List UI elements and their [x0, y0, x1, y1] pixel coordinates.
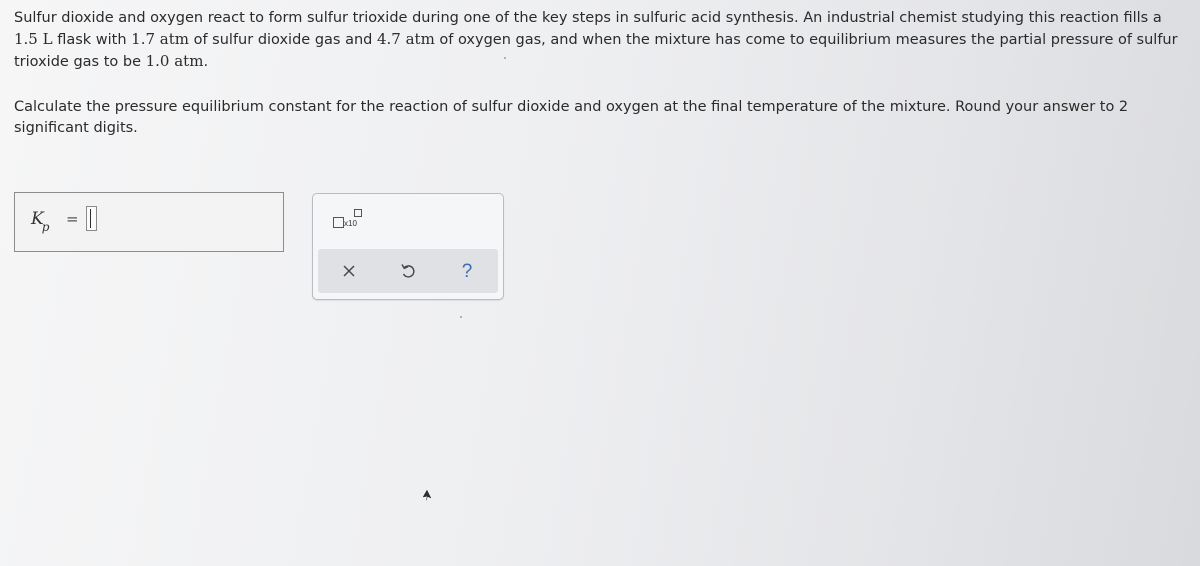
toolbox-action-row: [318, 249, 498, 293]
x-icon: [342, 264, 356, 278]
help-button[interactable]: [455, 259, 479, 283]
question-mark-icon: ?: [461, 260, 473, 282]
answer-area: [14, 192, 284, 252]
kp-label: [31, 209, 51, 234]
flask-volume-value: 1.5 L: [14, 30, 53, 48]
undo-button[interactable]: [396, 259, 420, 283]
question-line-1: Sulfur dioxide and oxygen react to form sulfur trioxide during one of the key steps in sulfuric acid synthesis. An industrial chemist studying this reaction fills a: [14, 10, 1162, 26]
instruction-line-1: Calculate the pressure equilibrium constant for the reaction of sulfur dioxide and oxygen at the final temperature of the mixture. Round your answer to 2: [14, 99, 1129, 115]
speck-mark: [460, 316, 462, 318]
o2-pressure-value: 4.7 atm: [376, 30, 435, 48]
clear-button[interactable]: [337, 259, 361, 283]
scientific-notation-icon: [333, 217, 344, 228]
question-text: [14, 8, 1184, 73]
question-line-2: 1.5 L flask with 1.7 atm of sulfur dioxide gas and 4.7 atm of oxygen gas, and when the mixture has come to equilibrium measures the partial pressure of sulfur: [14, 30, 1178, 48]
instruction-line-2: significant digits.: [14, 120, 138, 136]
text-caret: [90, 209, 91, 228]
question-line-3: trioxide gas to be 1.0 atm.: [14, 52, 209, 70]
kp-subscript: p: [41, 220, 50, 234]
instruction-text: [14, 97, 1184, 139]
speck-mark: [504, 57, 506, 59]
exponent-box-icon: [354, 209, 362, 217]
kp-symbol: K: [31, 209, 44, 229]
so3-pressure-value: 1.0 atm: [145, 52, 204, 70]
so2-pressure-value: 1.7 atm: [131, 30, 189, 48]
answer-input[interactable]: [86, 206, 97, 231]
equals-sign: =: [66, 210, 79, 228]
scientific-notation-label: x10: [344, 219, 357, 228]
mouse-cursor-icon: [421, 488, 433, 502]
answer-toolbox: [312, 193, 504, 300]
scientific-notation-button[interactable]: [331, 208, 365, 230]
undo-icon: [399, 262, 417, 280]
